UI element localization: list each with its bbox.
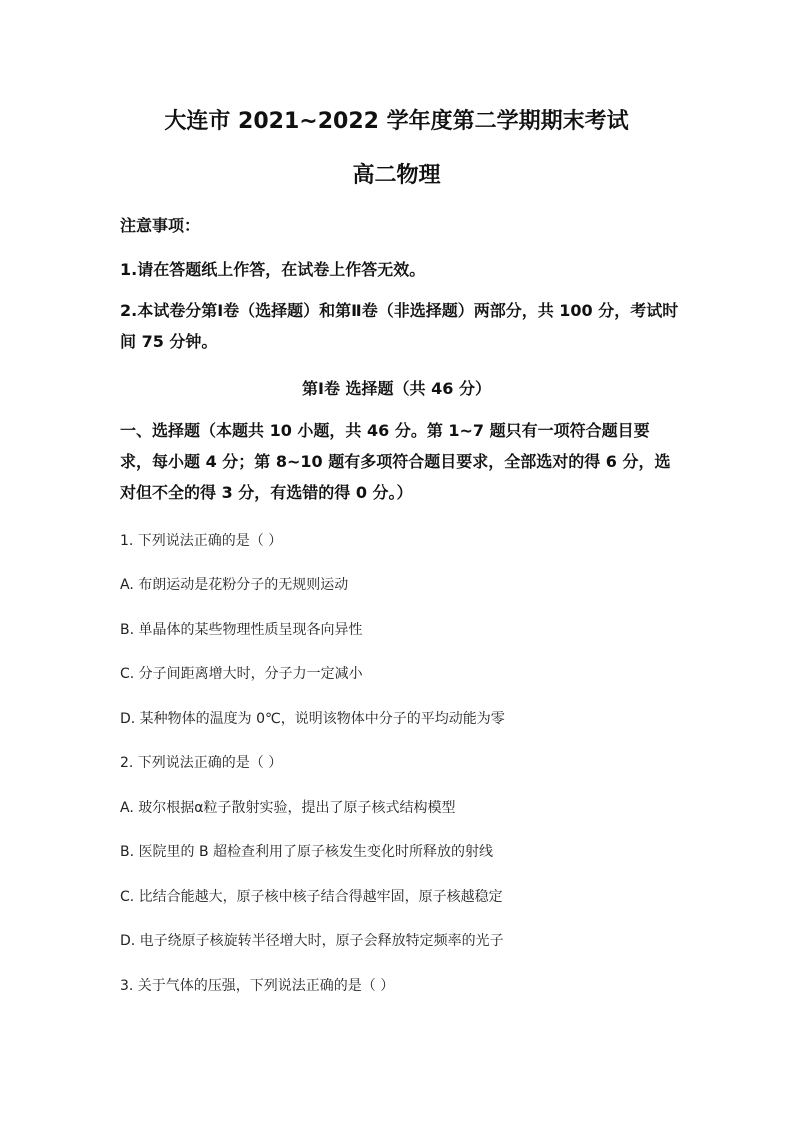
question-2-option-c: C. 比结合能越大，原子核中核子结合得越牢固，原子核越稳定 <box>120 889 503 905</box>
question-2-stem: 2. 下列说法正确的是（ ） <box>120 755 283 771</box>
section-instructions: 一、选择题（本题共 10 小题，共 46 分。第 1~7 题只有一项符合题目要求，每小题 4 分；第 8~10 题有多项符合题目要求，全部选对的得 6 分，选对但不全的得 3 分，有选错的得 0 分。） <box>120 421 671 502</box>
question-1-option-b: B. 单晶体的某些物理性质呈现各向异性 <box>120 622 363 638</box>
exam-title: 大连市 2021~2022 学年度第二学期期末考试 <box>164 109 629 134</box>
question-2-option-d: D. 电子绕原子核旋转半径增大时，原子会释放特定频率的光子 <box>120 933 504 949</box>
notes-item-2: 2.本试卷分第Ⅰ卷（选择题）和第Ⅱ卷（非选择题）两部分，共 100 分，考试时间 75 分钟。 <box>120 301 679 351</box>
section-title: 第Ⅰ卷 选择题（共 46 分） <box>302 379 491 398</box>
question-1-stem: 1. 下列说法正确的是（ ） <box>120 533 283 549</box>
question-2-option-a: A. 玻尔根据α粒子散射实验，提出了原子核式结构模型 <box>120 800 456 816</box>
notes-item-1: 1.请在答题纸上作答，在试卷上作答无效。 <box>120 260 426 279</box>
question-1-option-d: D. 某种物体的温度为 0℃，说明该物体中分子的平均动能为零 <box>120 711 505 727</box>
exam-subject: 高二物理 <box>352 163 441 188</box>
question-2-option-b: B. 医院里的 B 超检查利用了原子核发生变化时所释放的射线 <box>120 844 494 860</box>
notes-heading: 注意事项： <box>120 216 201 235</box>
question-3-stem: 3. 关于气体的压强，下列说法正确的是（ ） <box>120 978 395 994</box>
question-1-option-a: A. 布朗运动是花粉分子的无规则运动 <box>120 577 349 593</box>
question-1-option-c: C. 分子间距离增大时，分子力一定减小 <box>120 666 363 682</box>
